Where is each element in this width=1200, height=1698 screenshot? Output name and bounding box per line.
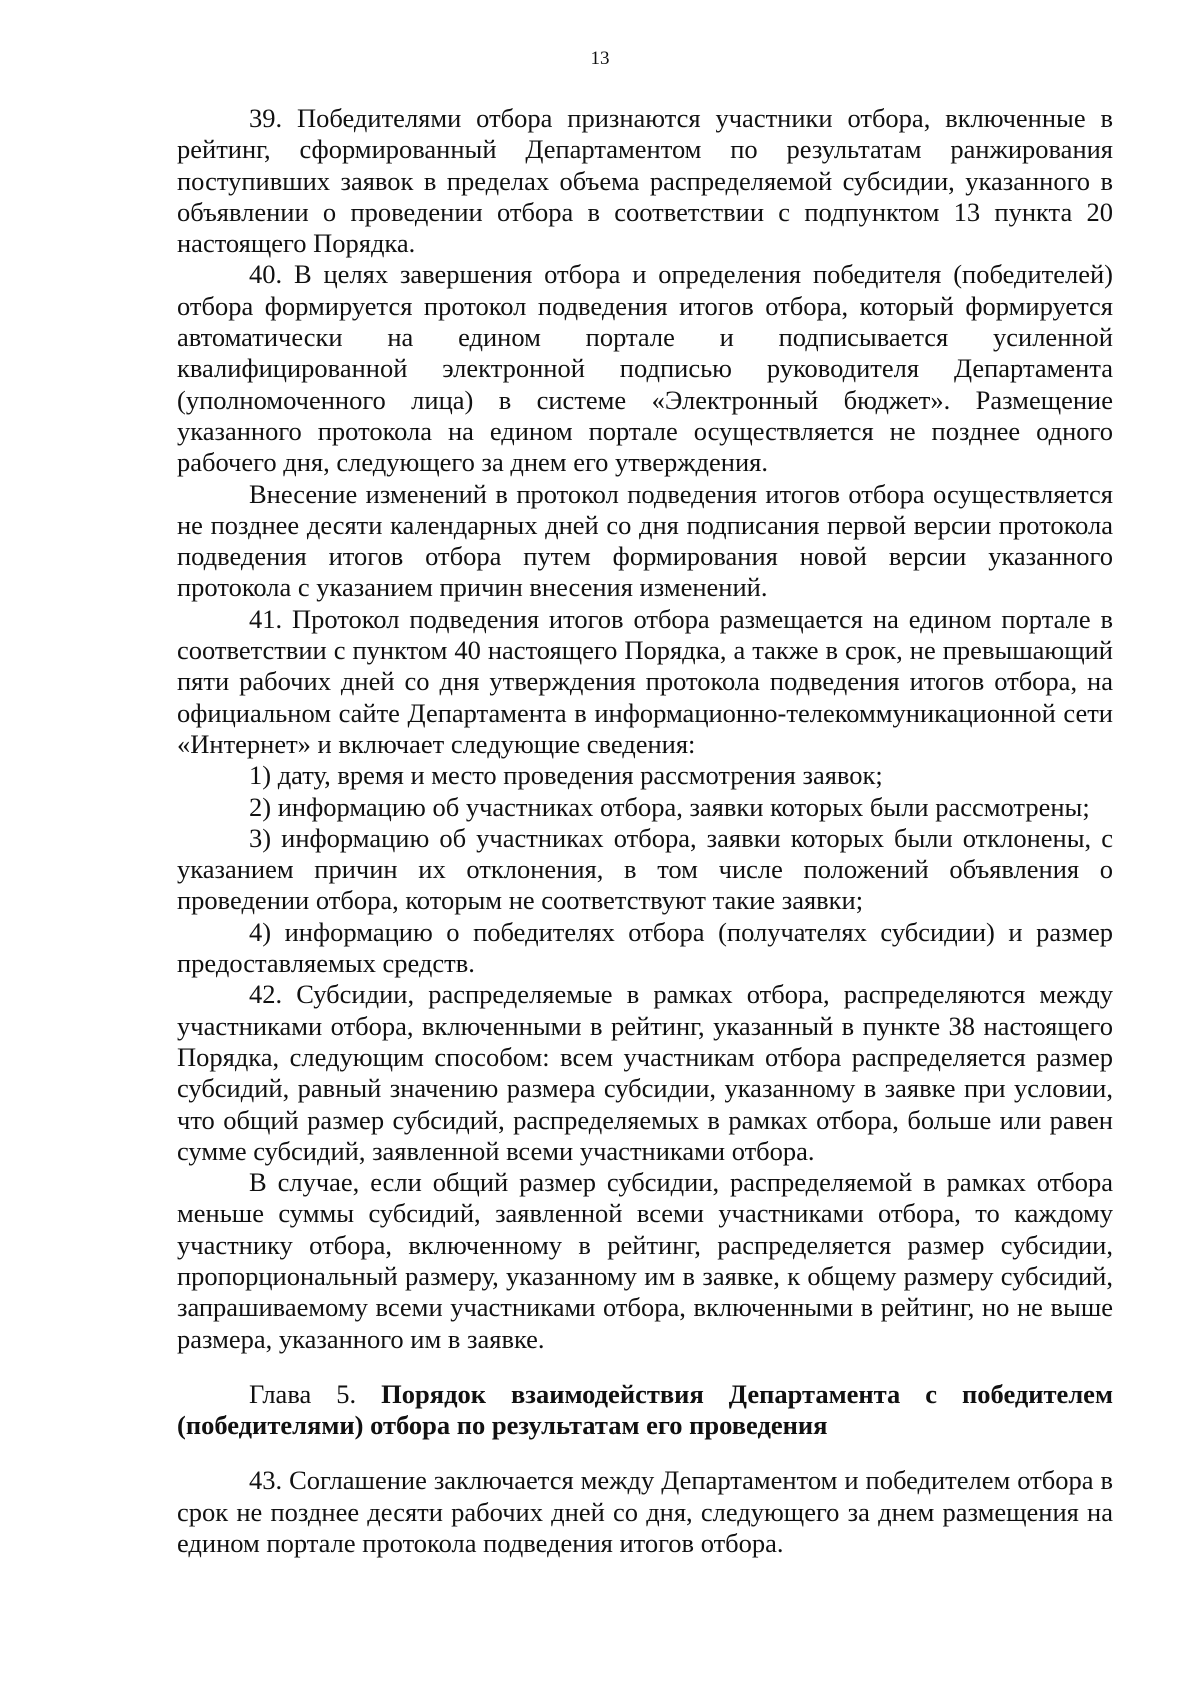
list-item-2: 2) информацию об участниках отбора, заявки которых были рассмотрены;: [249, 791, 1090, 822]
chapter-heading: [177, 1379, 1113, 1442]
chapter-prefix: Глава 5.: [249, 1378, 357, 1409]
paragraph-40-amendments: Внесение изменений в протокол подведения итогов отбора осуществляется не позднее десяти календарных дней со дня подписания первой версии протокола подведения итогов отбора путем формирования новой версии указанного протокола с указанием причин внесения изменений.: [177, 478, 1113, 603]
chapter-title: Порядок взаимодействия Департамента с победителем (победителями) отбора по результатам его проведения: [177, 1378, 1113, 1441]
paragraph-43: 43. Соглашение заключается между Департаментом и победителем отбора в срок не позднее десяти рабочих дней со дня, следующего за днем размещения на едином портале протокола подведения итогов отбора.: [177, 1465, 1113, 1559]
paragraph-42: 42. Субсидии, распределяемые в рамках отбора, распределяются между участниками отбора, включенными в рейтинг, указанный в пункте 38 настоящего Порядка, следующим способом: всем участникам отбора распределяется размер субсидий, равный значению размера субсидии, указанному в заявке при условии, что общий размер субсидий, распределяемых в рамках отбора, больше или равен сумме субсидий, заявленной всеми участниками отбора.: [177, 979, 1113, 1166]
list-item-4: 4) информацию о победителях отбора (получателях субсидии) и размер предоставляемых средств.: [177, 916, 1113, 979]
document-body: [177, 103, 1113, 1559]
page-number: 13: [590, 48, 610, 69]
paragraph-41: 41. Протокол подведения итогов отбора размещается на едином портале в соответствии с пунктом 40 настоящего Порядка, а также в срок, не превышающий пяти рабочих дней со дня утверждения протокола подведения итогов отбора, на официальном сайте Департамента в информационно-телекоммуникационной сети «Интернет» и включает следующие сведения:: [177, 603, 1113, 759]
list-item-1: 1) дату, время и место проведения рассмотрения заявок;: [249, 760, 883, 791]
list-item-3: 3) информацию об участниках отбора, заявки которых были отклонены, с указанием причин их отклонения, в том числе положений объявления о проведении отбора, которым не соответствуют такие заявки;: [177, 822, 1113, 916]
paragraph-40: 40. В целях завершения отбора и определения победителя (победителей) отбора формируется протокол подведения итогов отбора, который формируется автоматически на едином портале и подписывается усиленной квалифицированной электронной подписью руководителя Департамента (уполномоченного лица) в системе «Электронный бюджет». Размещение указанного протокола на едином портале осуществляется не позднее одного рабочего дня, следующего за днем его утверждения.: [177, 259, 1113, 478]
paragraph-39: 39. Победителями отбора признаются участники отбора, включенные в рейтинг, сформированный Департаментом по результатам ранжирования поступивших заявок в пределах объема распределяемой субсидии, указанного в объявлении о проведении отбора в соответствии с подпунктом 13 пункта 20 настоящего Порядка.: [177, 103, 1113, 259]
paragraph-42-proportional: В случае, если общий размер субсидии, распределяемой в рамках отбора меньше суммы субсидий, заявленной всеми участниками отбора, то каждому участнику отбора, включенному в рейтинг, распределяется размер субсидии, пропорциональный размеру, указанному им в заявке, к общему размеру субсидий, запрашиваемому всеми участниками отбора, включенными в рейтинг, но не выше размера, указанного им в заявке.: [177, 1167, 1113, 1354]
